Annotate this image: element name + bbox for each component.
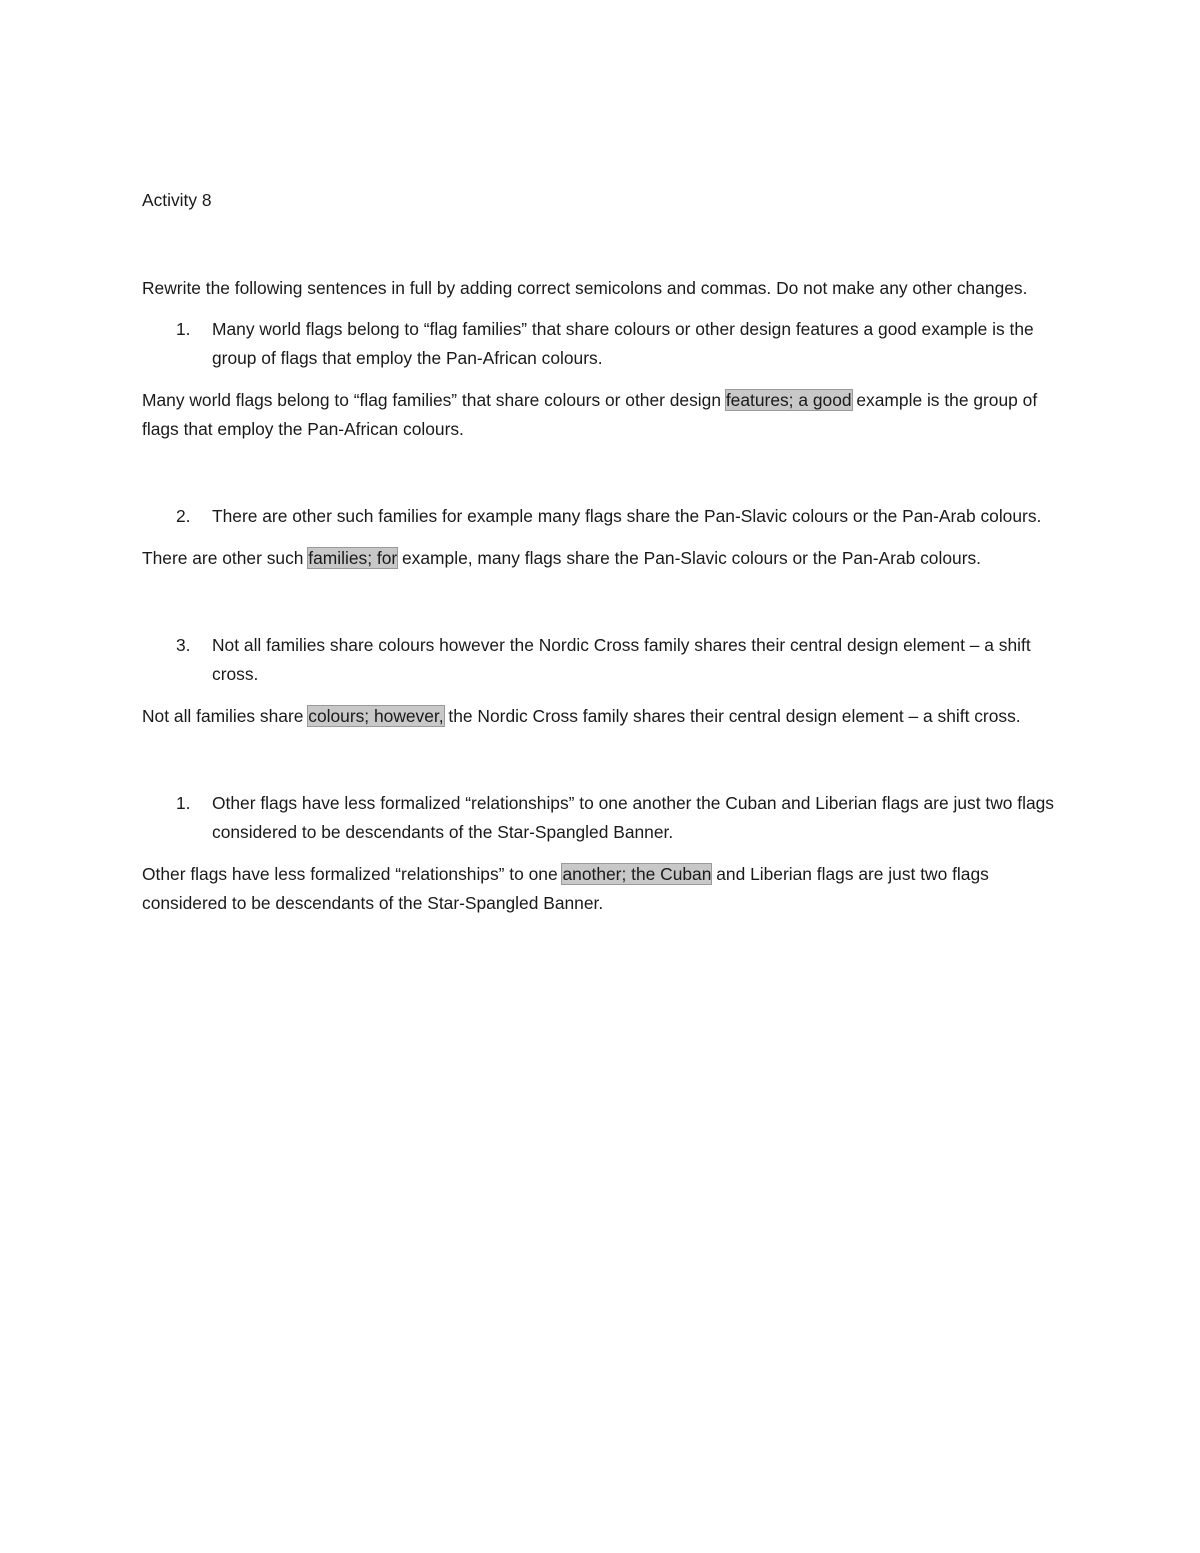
answer-text-after: example, many flags share the Pan-Slavic colours or the Pan-Arab colours. (397, 548, 982, 568)
question-number: 3. (176, 635, 191, 655)
question-sentence (142, 789, 1067, 847)
exercise-item (142, 315, 1067, 444)
answer-text-before: There are other such (142, 548, 309, 568)
answer-sentence (142, 544, 1067, 573)
question-sentence (142, 315, 1067, 373)
question-text: Not all families share colours however the Nordic Cross family shares their central design element – a shift cross. (212, 635, 1031, 684)
answer-text-before: Other flags have less formalized “relationships” to one (142, 864, 563, 884)
answer-highlight: another; the Cuban (562, 864, 712, 884)
answer-highlight: features; a good (725, 390, 852, 410)
answer-sentence (142, 702, 1067, 731)
question-sentence (142, 502, 1067, 531)
answer-text-before: Many world flags belong to “flag families” that share colours or other design (142, 390, 726, 410)
instructions-text: Rewrite the following sentences in full by adding correct semicolons and commas. Do not make any other changes. (142, 278, 1028, 298)
question-sentence (142, 631, 1067, 689)
question-number: 1. (176, 793, 191, 813)
answer-highlight: families; for (308, 548, 398, 568)
document-body (142, 186, 1067, 918)
question-text: There are other such families for example many flags share the Pan-Slavic colours or the Pan-Arab colours. (212, 506, 1042, 526)
answer-highlight: colours; however, (308, 706, 444, 726)
question-number: 1. (176, 319, 191, 339)
activity-title: Activity 8 (142, 190, 212, 210)
answer-sentence (142, 860, 1067, 918)
answer-text-after: example is the group of flags that employ the Pan-African colours. (142, 390, 1038, 439)
answer-text-before: Not all families share (142, 706, 309, 726)
exercise-item (142, 789, 1067, 918)
question-number: 2. (176, 506, 191, 526)
exercise-item (142, 502, 1067, 573)
answer-text-after: and Liberian flags are just two flags considered to be descendants of the Star-Spangled Banner. (142, 864, 989, 913)
question-text: Other flags have less formalized “relationships” to one another the Cuban and Liberian flags are just two flags considered to be descendants of the Star-Spangled Banner. (212, 793, 1054, 842)
question-text: Many world flags belong to “flag families” that share colours or other design features a good example is the group of flags that employ the Pan-African colours. (212, 319, 1034, 368)
answer-text-after: the Nordic Cross family shares their central design element – a shift cross. (443, 706, 1021, 726)
exercise-item (142, 631, 1067, 731)
answer-sentence (142, 386, 1067, 444)
